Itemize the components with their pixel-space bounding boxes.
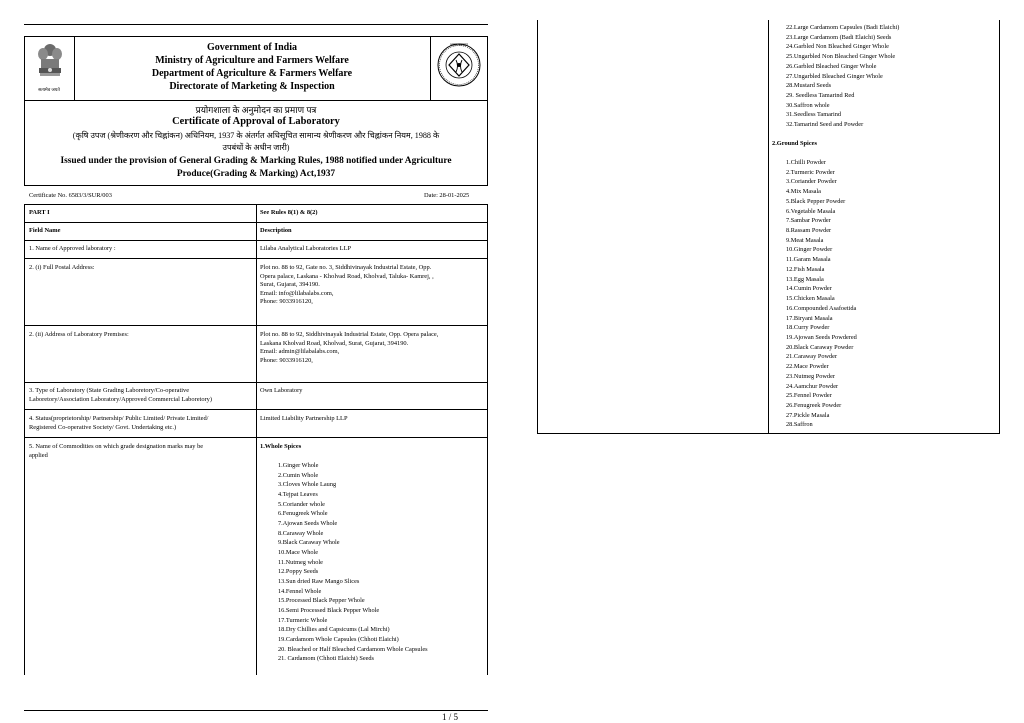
postal-address-value: Plot no. 88 to 92, Gate no. 3, Siddhivinayak Industrial Estate, Opp. Opera palace, Laskana - Kholvad Road, Kholvad, Taluka- Kamrej, , Surat, Gujarat, 394190. Email: info@lilabalabs.com, Phone: 9033916120, — [260, 264, 434, 306]
list-item: 1.Chilli Powder — [786, 159, 826, 166]
list-item: 20. Bleached or Half Bleached Cardamom Whole Capsules — [278, 645, 428, 653]
list-item: 23.Large Cardamom (Badi Elaichi) Seeds — [786, 33, 892, 41]
rules-label: See Rules 8(1) & 8(2) — [260, 209, 318, 216]
list-item: 2.Cumin Whole — [278, 471, 319, 479]
premises-address-value: Plot no. 88 to 92, Siddhivinayak Industrial Estate, Opp. Opera palace, Laskana Kholvad Road, Kholvad, Surat, Gujarat, 394190. Email: admin@lilabalabs.com, Phone: 9033916120, — [260, 331, 439, 364]
list-item: 10.Ginger Powder — [786, 246, 833, 254]
list-item: 4.Tejpat Leaves — [278, 491, 318, 499]
list-item: 18.Dry Chillies and Capsicums (Lal Mirchi) — [278, 626, 390, 634]
list-item: 27.Pickle Masala — [786, 411, 830, 419]
list-item: 28.Saffron — [786, 421, 813, 429]
hindi-act-line: (कृषि उपज (श्रेणीकरण और चिह्नांकन) अधिनियम, 1937 के अंतर्गत अधिसूचित सामान्य श्रेणीकरण और चिह्नांकन नियम, 1988 के — [72, 131, 440, 140]
list-item: 8.Caraway Whole — [278, 529, 324, 537]
issued-under-line: Issued under the provision of General Grading & Marking Rules, 1988 notified under Agriculture — [60, 156, 452, 166]
field-postal-address: 2. (i) Full Postal Address: — [29, 264, 95, 271]
list-item: 9.Meat Masala — [786, 236, 824, 244]
certificate-date: Date: 28-01-2025 — [424, 192, 470, 199]
column-header-field: Field Name — [29, 227, 61, 234]
list-item: 30.Saffron whole — [786, 101, 830, 109]
list-item: 6.Vegetable Masala — [786, 207, 836, 215]
list-item: 19.Cardamom Whole Capsules (Chhoti Elaichi) — [278, 636, 399, 644]
list-item: 13.Sun dried Raw Mango Slices — [278, 578, 360, 586]
list-item: 6.Fenugreek Whole — [278, 510, 328, 518]
list-item: 32.Tamarind Seed and Powder — [786, 121, 864, 129]
list-item: 3.Cloves Whole Laung — [278, 481, 337, 489]
list-item: 24.Garbled Non Bleached Ginger Whole — [786, 43, 889, 51]
list-item: 10.Mace Whole — [278, 549, 319, 557]
list-item: 16.Semi Processed Black Pepper Whole — [278, 607, 380, 615]
dmi-logo-icon — [436, 42, 482, 88]
list-item: 7.Sambar Powder — [786, 217, 831, 225]
list-item: 17.Turmeric Whole — [278, 616, 328, 624]
list-item: 12.Poppy Seeds — [278, 568, 319, 576]
list-item: 23.Nutmeg Powder — [786, 372, 835, 380]
whole-spices-heading: 1.Whole Spices — [260, 443, 302, 450]
page-indicator: 1 / 5 — [442, 712, 459, 722]
list-item: 20.Black Caraway Powder — [786, 343, 854, 351]
list-item: 4.Mix Masala — [786, 188, 821, 196]
lab-type-value: Own Laboratory — [260, 387, 303, 394]
list-item: 15.Chicken Masala — [786, 295, 835, 303]
list-item: 22.Mace Powder — [786, 363, 829, 371]
list-item: 5.Coriander whole — [278, 500, 325, 508]
certificate-title: Certificate of Approval of Laboratory — [172, 116, 340, 127]
lab-name-value: Lilaba Analytical Laboratories LLP — [260, 245, 352, 252]
hindi-act-line-2: उपबंधों के अधीन जारी) — [222, 143, 290, 152]
field-lab-name: 1. Name of Approved laboratory : — [29, 245, 116, 252]
column-header-description: Description — [260, 227, 292, 234]
list-item: 9.Black Caraway Whole — [278, 539, 340, 547]
field-status: 4. Status(proprietorship/ Partnership/ Public Limited/ Private Limited/ Registered Co-operative Society/ Govt. Undertaking etc.) — [29, 415, 209, 431]
list-item: 14.Fennel Whole — [278, 587, 322, 595]
list-item: 1.Ginger Whole — [278, 462, 319, 469]
status-value: Limited Liability Partnership LLP — [260, 415, 348, 422]
list-item: 26.Fenugreek Powder — [786, 401, 842, 409]
list-item: 31.Seedless Tamarind — [786, 111, 842, 119]
list-item: 13.Egg Masala — [786, 275, 824, 283]
list-item: 24.Aamchur Powder — [786, 382, 839, 390]
list-item: 15.Processed Black Pepper Whole — [278, 597, 365, 605]
list-item: 25.Ungarbled Non Bleached Ginger Whole — [786, 53, 896, 61]
field-lab-type: 3. Type of Laboratory (State Grading Laboretory/Co-operative Laboretory/Association Laboratory/Approved Commercial Laboretory) — [29, 387, 212, 403]
list-item: 16.Compounded Asafoetida — [786, 304, 857, 312]
ground-spices-list — [786, 158, 857, 430]
list-item: 12.Fish Masala — [786, 265, 825, 273]
list-item: 18.Curry Powder — [786, 324, 830, 332]
list-item: 11.Nutmeg whole — [278, 558, 323, 566]
list-item: 21.Caraway Powder — [786, 353, 838, 361]
list-item: 26.Garbled Bleached Ginger Whole — [786, 62, 877, 70]
list-item: 3.Coriander Powder — [786, 178, 837, 186]
hindi-title: प्रयोगशाला के अनुमोदन का प्रमाण पत्र — [195, 105, 317, 115]
field-commodities: 5. Name of Commodities on which grade designation marks may be applied — [29, 443, 204, 459]
top-rule — [24, 24, 488, 25]
part-label: PART I — [29, 209, 50, 216]
list-item: 7.Ajowan Seeds Whole — [278, 520, 338, 528]
whole-spices-continued-list — [786, 23, 899, 130]
list-item: 28.Mustard Seeds — [786, 82, 832, 90]
bottom-rule — [24, 710, 488, 711]
list-item: 29. Seedless Tamarind Red — [786, 92, 855, 100]
certificate-number: Certificate No. 6583/3/SUR/003 — [29, 192, 112, 199]
list-item: 8.Rassam Powder — [786, 227, 832, 235]
list-item: 27.Ungarbled Bleached Ginger Whole — [786, 72, 883, 80]
list-item: 17.Biryani Masala — [786, 314, 833, 322]
list-item: 14.Cumin Powder — [786, 285, 832, 293]
logo-ring-text: भारत सरकार — [450, 43, 468, 47]
emblem-motto: सत्यमेव जयते — [38, 87, 60, 92]
list-item: 5.Black Pepper Powder — [786, 197, 846, 205]
field-premises-address: 2. (ii) Address of Laboratory Premises: — [29, 331, 129, 338]
ground-spices-heading: 2.Ground Spices — [772, 140, 817, 147]
list-item: 19.Ajowan Seeds Powdered — [786, 333, 857, 341]
whole-spices-list — [278, 461, 428, 664]
list-item: 2.Turmeric Powder — [786, 168, 835, 176]
list-item: 21. Cardamom (Chhoti Elaichi) Seeds — [278, 655, 375, 663]
list-item: 25.Fennel Powder — [786, 392, 832, 400]
list-item: 11.Garam Masala — [786, 256, 831, 264]
list-item: 22.Large Cardamom Capsules (Badi Elaichi) — [786, 24, 900, 31]
issued-under-line-2: Produce(Grading & Marking) Act,1937 — [176, 169, 336, 179]
